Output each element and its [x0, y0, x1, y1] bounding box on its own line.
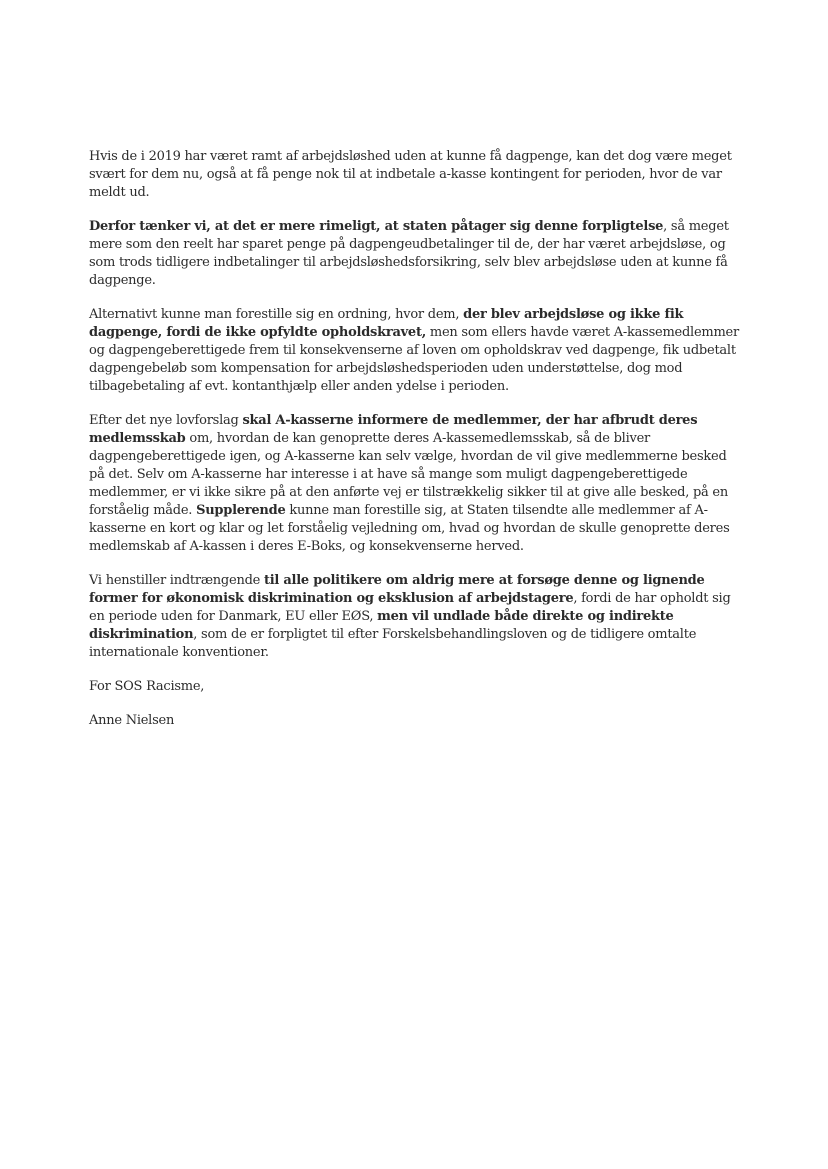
- paragraph: [89, 572, 739, 662]
- text-segment: Vi henstiller indtrængende: [89, 573, 264, 588]
- bold-text-segment: Derfor tænker vi, at det er mere rimeligt, at staten påtager sig denne forpligtelse: [89, 219, 664, 234]
- text-segment: men som ellers havde været A-kassemedlemmer og dagpengeberettigede frem til konsekvenserne af loven om opholdskrav ved dagpenge, fik udbetalt dagpengebeløb som kompensation for arbejdsløshedsperioden uden understøttelse, dog mod tilbagebetaling af evt. kontanthjælp eller anden ydelse i perioden.: [89, 325, 739, 394]
- letter-page: [89, 148, 739, 746]
- bold-text-segment: men vil undlade både direkte og indirekte diskrimination: [89, 609, 674, 642]
- text-segment: , så meget mere som den reelt har sparet penge på dagpengeudbetalinger til de, der har været arbejdsløse, og som trods tidligere indbetalinger til arbejdsløshedsforsikring, selv blev arbejdsløse uden at kunne få dagpenge.: [89, 219, 729, 288]
- bold-text-segment: skal A-kasserne informere de medlemmer, der har afbrudt deres medlemsskab: [89, 413, 698, 446]
- letter-body: [89, 148, 739, 662]
- text-segment: Alternativt kunne man forestille sig en ordning, hvor dem,: [89, 307, 464, 322]
- paragraph: [89, 218, 739, 290]
- text-segment: Efter det nye lovforslag: [89, 413, 243, 428]
- bold-text-segment: der blev arbejdsløse og ikke fik dagpenge, fordi de ikke opfyldte opholdskravet,: [89, 307, 684, 340]
- text-segment: om, hvordan de kan genoprette deres A-kassemedlemsskab, så de bliver dagpengeberettigede igen, og A-kasserne kan selv vælge, hvordan de vil give medlemmerne besked på det. Selv om A-kasserne har interesse i at have så mange som muligt dagpengeberettigede medlemmer, er vi ikke sikre på at den anførte vej er tilstrækkelig sikker til at give alle besked, på en forståelig måde.: [89, 431, 728, 518]
- paragraph: [89, 148, 739, 202]
- bold-text-segment: til alle politikere om aldrig mere at forsøge denne og lignende former for økonomisk diskrimination og eksklusion af arbejdstagere: [89, 573, 705, 606]
- paragraph: [89, 306, 739, 396]
- closing-line: For SOS Racisme,: [89, 679, 205, 694]
- text-segment: Hvis de i 2019 har været ramt af arbejdsløshed uden at kunne få dagpenge, kan det dog være meget svært for dem nu, også at få penge nok til at indbetale a-kasse kontingent for perioden, hvor de var meldt ud.: [89, 149, 732, 200]
- text-segment: kunne man forestille sig, at Staten tilsendte alle medlemmer af A-kasserne en kort og klar og let forståelig vejledning om, hvad og hvordan de skulle genoprette deres medlemskab af A-kassen i deres E-Boks, og konsekvenserne herved.: [89, 503, 730, 554]
- text-segment: , fordi de har opholdt sig en periode uden for Danmark, EU eller EØS,: [89, 591, 731, 624]
- bold-text-segment: Supplerende: [196, 503, 286, 518]
- signature-name: Anne Nielsen: [89, 713, 175, 728]
- text-segment: , som de er forpligtet til efter Forskelsbehandlingsloven og de tidligere omtalte internationale konventioner.: [89, 627, 697, 660]
- paragraph: [89, 412, 739, 556]
